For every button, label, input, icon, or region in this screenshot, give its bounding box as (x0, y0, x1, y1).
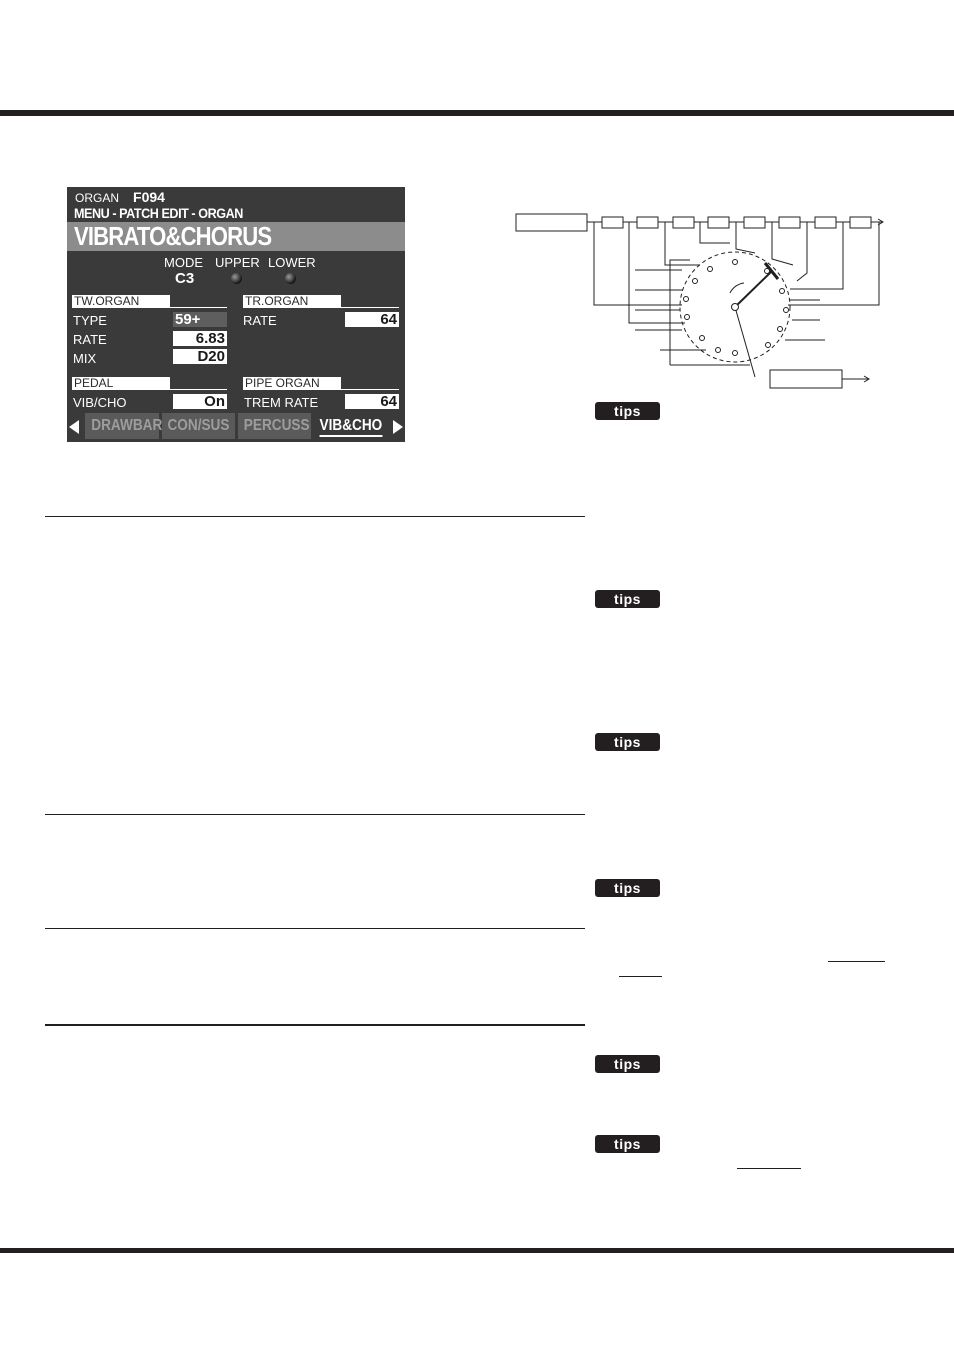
pedal-section: PEDAL (72, 377, 170, 390)
page-title: VIBRATO&CHORUS (74, 221, 272, 251)
upper-label: UPPER (215, 255, 260, 270)
tips-badge: tips (595, 879, 660, 897)
tips-badge: tips (595, 1055, 660, 1073)
next-page-arrow-icon[interactable] (393, 420, 403, 434)
bottom-rule (0, 1248, 954, 1253)
output-block (770, 370, 842, 388)
section-line (170, 389, 227, 390)
delay-line-stage (602, 217, 623, 228)
menu-path: MENU - PATCH EDIT - ORGAN (74, 205, 243, 221)
delay-line-stage (815, 217, 836, 228)
section-divider (45, 928, 585, 929)
tab-drawbar[interactable] (85, 413, 163, 439)
tw-organ-section: TW.ORGAN (72, 295, 170, 308)
delay-line-stage (673, 217, 694, 228)
tr-rate-label: RATE (243, 313, 277, 328)
tab-label: VIB&CHO (320, 417, 383, 437)
section-divider (45, 814, 585, 815)
tab-label: CON/SUS (167, 417, 230, 434)
pedal-vib-value[interactable]: On (173, 394, 227, 409)
mode-label: MODE (164, 255, 203, 270)
tab-label: PERCUSS (243, 417, 310, 434)
tw-type-label: TYPE (73, 313, 107, 328)
section-line (341, 389, 399, 390)
top-rule (0, 110, 954, 116)
input-block (516, 214, 587, 231)
underline-mark (619, 976, 662, 977)
section-line (170, 307, 227, 308)
tr-organ-section: TR.ORGAN (243, 295, 341, 308)
section-divider (45, 1024, 585, 1026)
delay-line-stage (708, 217, 729, 228)
tab-vib-cho[interactable] (314, 413, 387, 439)
patch-number: F094 (133, 189, 165, 205)
upper-indicator-led[interactable] (231, 273, 242, 284)
tab-con-sus[interactable] (162, 413, 235, 439)
tw-rate-label: RATE (73, 332, 107, 347)
lower-label: LOWER (268, 255, 316, 270)
tw-rate-value[interactable]: 6.83 (173, 331, 227, 346)
tr-rate-value[interactable]: 64 (345, 312, 399, 327)
mode-value[interactable]: C3 (175, 270, 195, 287)
delay-line-stage (744, 217, 765, 228)
tw-type-value[interactable]: 59+ (173, 312, 227, 327)
lcd-header-label: ORGAN (75, 191, 120, 205)
underline-mark (828, 961, 885, 962)
underline-mark (737, 1168, 801, 1169)
section-line (341, 307, 399, 308)
pipe-trem-value[interactable]: 64 (345, 394, 399, 409)
pedal-vib-label: VIB/CHO (73, 395, 127, 410)
tips-badge: tips (595, 733, 660, 751)
tips-badge: tips (595, 590, 660, 608)
tips-badge: tips (595, 1135, 660, 1153)
tips-badge: tips (595, 402, 660, 420)
delay-line-stage (779, 217, 800, 228)
tab-percuss[interactable] (238, 413, 311, 439)
section-divider (45, 516, 585, 517)
scanner-vibrato-diagram (510, 205, 890, 390)
tw-mix-value[interactable]: D20 (173, 349, 227, 364)
pipe-trem-label: TREM RATE (244, 395, 319, 410)
lcd-screen (67, 187, 405, 442)
pipe-organ-section: PIPE ORGAN (243, 377, 341, 390)
lcd-header (75, 189, 165, 205)
scanner-pickup-arm (735, 271, 772, 307)
page-tabs (67, 413, 405, 439)
lower-indicator-led[interactable] (285, 273, 296, 284)
delay-line-stage (850, 217, 871, 228)
delay-line-stage (637, 217, 658, 228)
tw-mix-label: MIX (73, 351, 97, 366)
tab-label: DRAWBAR (91, 417, 163, 434)
